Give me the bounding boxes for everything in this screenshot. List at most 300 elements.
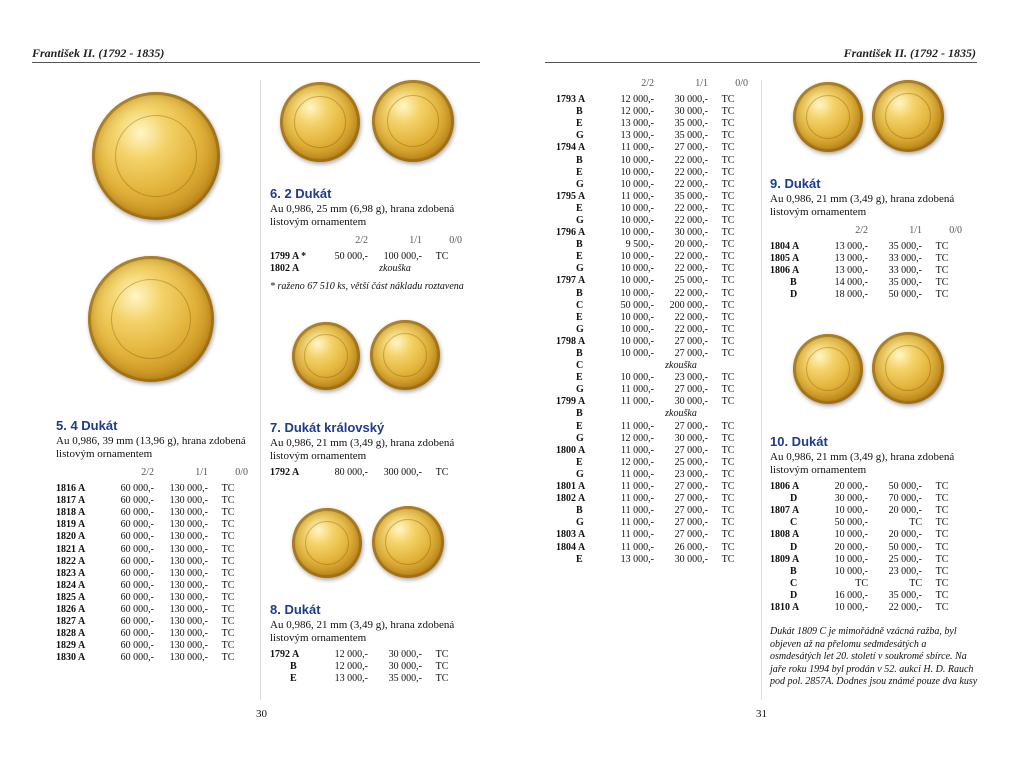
price-cell: TC [935,541,949,553]
price-cell: 26 000,- [674,541,708,553]
price-cell: TC [721,384,735,396]
price-cell: 30 000,- [674,553,708,565]
year-mint: E [576,553,583,565]
year-mint: 1829 A [56,640,86,652]
col-header: 2/2 [641,77,654,89]
price-cell: 11 000,- [621,468,654,480]
price-cell: 13 000,- [620,553,654,565]
year-mint: 1792 A [270,467,300,479]
price-cell [422,263,462,275]
price-cell: 35 000,- [674,190,708,202]
table-row [770,517,962,529]
coin-obverse-dukat-8 [292,508,362,578]
price-cell: TC [221,567,235,579]
table-row [770,566,962,578]
year-mint: B [790,277,797,289]
year-mint: 1816 A [56,483,86,495]
price-cell: TC [935,577,949,589]
price-cell: 22 000,- [674,154,708,166]
price-cell: 11 000,- [621,541,654,553]
table-row [770,289,962,301]
table-row [556,312,748,324]
price-cell: 12 000,- [620,432,654,444]
price-cell: 22 000,- [674,287,708,299]
year-mint: 1821 A [56,543,86,555]
col-header: 1/1 [909,224,922,236]
section-2-dukat [270,186,480,292]
price-cell: 25 000,- [674,456,708,468]
table-row [556,505,748,517]
coin-obverse-2-dukat [280,82,360,162]
section-description: Au 0,986, 21 mm (3,49 g), hrana zdobená listovým ornamentem [770,193,955,218]
price-cell: 130 000,- [169,628,208,640]
year-mint: C [576,299,584,311]
price-cell: 60 000,- [120,640,154,652]
table-row [556,130,748,142]
table-row [556,288,748,300]
running-header-right: František II. (1792 - 1835) [843,46,976,60]
year-mint: G [576,432,584,444]
year-mint: 1825 A [56,591,86,603]
price-cell: 60 000,- [120,543,154,555]
price-cell: TC [221,495,235,507]
price-cell: 13 000,- [620,130,654,142]
price-cell: 10 000,- [620,311,654,323]
section-dukat-kralovsky [270,420,480,479]
price-cell: TC [221,519,235,531]
year-mint: D [790,541,798,553]
price-cell: 23 000,- [674,372,708,384]
coin-reverse-dukat-9 [872,80,944,152]
price-cell: TC [721,154,735,166]
price-cell: TC [721,275,735,287]
table-row [556,360,748,372]
table-row [770,265,962,277]
table-row [770,590,962,602]
section-title: 6. 2 Dukát [270,186,332,201]
price-cell: 130 000,- [169,640,208,652]
price-cell: 22 000,- [674,323,708,335]
price-cell: 60 000,- [120,579,154,591]
price-cell: 60 000,- [120,652,154,664]
table-row [556,142,748,154]
price-cell: TC [935,517,949,529]
price-cell: 11 000,- [621,396,654,408]
price-cell [600,408,654,420]
table-row [556,384,748,396]
price-cell: 130 000,- [169,555,208,567]
price-cell: zkouška [379,263,411,275]
year-mint: 1817 A [56,495,86,507]
price-cell: TC [935,601,949,613]
section-description: Au 0,986, 25 mm (6,98 g), hrana zdobená listovým ornamentem [270,203,455,228]
price-cell: 10 000,- [834,529,868,541]
table-row [556,94,748,106]
price-cell: 30 000,- [674,396,708,408]
year-mint: 1823 A [56,567,86,579]
year-mint: G [576,263,584,275]
table-row [556,372,748,384]
price-cell: 30 000,- [834,493,868,505]
coin-reverse-2-dukat [372,80,454,162]
price-cell: 27 000,- [674,505,708,517]
price-cell: 27 000,- [674,384,708,396]
price-cell: 30 000,- [674,227,708,239]
price-cell: 100 000,- [383,251,422,263]
table-row [556,517,748,529]
price-cell: TC [721,493,735,505]
year-mint: E [576,372,583,384]
price-cell: 23 000,- [674,468,708,480]
price-cell: 10 000,- [620,275,654,287]
price-cell: 11 000,- [621,444,654,456]
price-cell: TC [721,202,735,214]
col-header: 0/0 [235,466,248,478]
price-cell: 33 000,- [888,265,922,277]
year-mint: G [576,130,584,142]
price-cell: 13 000,- [620,118,654,130]
table-row [770,541,962,553]
price-cell: 200 000,- [669,299,708,311]
price-table [270,229,462,275]
table-row [56,543,248,555]
price-cell: TC [721,190,735,202]
price-cell: TC [721,323,735,335]
price-cell: TC [935,529,949,541]
table-row [556,421,748,433]
price-cell: TC [721,142,735,154]
price-table [770,481,962,614]
price-cell: TC [909,577,922,589]
coin-reverse-dukat-kralovsky [370,320,440,390]
price-table [556,72,748,566]
table-row [556,106,748,118]
price-cell: TC [721,456,735,468]
price-cell: 10 000,- [834,553,868,565]
year-mint: G [576,517,584,529]
price-cell: 22 000,- [674,251,708,263]
year-mint: E [576,311,583,323]
table-row [770,253,962,265]
price-cell: 11 000,- [621,505,654,517]
price-cell: 50 000,- [620,299,654,311]
table-row [770,241,962,253]
table-row [270,673,462,685]
price-cell: 60 000,- [120,555,154,567]
price-cell: 130 000,- [169,652,208,664]
price-cell: 10 000,- [620,348,654,360]
price-cell: 130 000,- [169,579,208,591]
year-mint: B [576,287,583,299]
year-mint: 1803 A [556,529,586,541]
price-cell: 27 000,- [674,481,708,493]
table-row [270,251,462,263]
table-row [770,481,962,493]
table-row [56,652,248,664]
table-row [556,300,748,312]
price-cell: TC [721,529,735,541]
price-cell: TC [721,251,735,263]
price-cell: 20 000,- [888,529,922,541]
price-cell: 11 000,- [621,190,654,202]
price-cell: 130 000,- [169,531,208,543]
table-row [556,191,748,203]
table-row [770,505,962,517]
year-mint: 1809 A [770,553,800,565]
table-row [270,467,462,479]
price-cell: TC [855,577,868,589]
price-cell: TC [721,541,735,553]
price-cell: TC [721,335,735,347]
year-mint: 1802 A [270,263,300,275]
table-row [770,602,962,614]
price-cell [708,360,748,372]
coin-obverse-dukat-10 [793,334,863,404]
price-cell: TC [935,589,949,601]
price-cell: 35 000,- [674,130,708,142]
price-cell: TC [721,553,735,565]
year-mint: B [576,348,583,360]
price-cell: TC [435,251,449,263]
section-title: 5. 4 Dukát [56,418,118,433]
table-row [270,661,462,673]
price-table [270,649,462,685]
footnote: * raženo 67 510 ks, větší část nákladu roztavena [270,281,464,293]
price-cell [314,263,368,275]
table-row [56,616,248,628]
price-cell [600,360,654,372]
table-row [556,275,748,287]
table-row [556,118,748,130]
table-row [556,408,748,420]
section-description: Au 0,986, 21 mm (3,49 g), hrana zdobená listovým ornamentem [270,437,455,462]
table-row [56,640,248,652]
price-cell: TC [721,214,735,226]
year-mint: B [790,565,797,577]
year-mint: 1800 A [556,444,586,456]
table-row [556,348,748,360]
price-cell: TC [721,166,735,178]
price-cell: 12 000,- [620,94,654,106]
coin-reverse-dukat-10 [872,332,944,404]
year-mint: 1827 A [56,616,86,628]
price-cell: TC [721,94,735,106]
section-dukat-8-continued [556,72,756,566]
price-cell: TC [221,579,235,591]
price-cell: 13 000,- [334,673,368,685]
table-row [56,531,248,543]
table-row [556,457,748,469]
price-cell: TC [721,396,735,408]
price-cell: 25 000,- [674,275,708,287]
price-cell: 60 000,- [120,507,154,519]
price-cell: 33 000,- [888,253,922,265]
price-cell: 10 000,- [620,178,654,190]
table-row [556,336,748,348]
year-mint: 1804 A [556,541,586,553]
price-cell: 30 000,- [674,94,708,106]
year-mint: E [576,118,583,130]
year-mint: 1828 A [56,628,86,640]
price-cell: 60 000,- [120,567,154,579]
price-cell: TC [721,106,735,118]
price-cell: 130 000,- [169,616,208,628]
table-row [556,167,748,179]
table-row [556,203,748,215]
coin-reverse-4-dukat [88,256,214,382]
price-cell: 60 000,- [120,603,154,615]
price-table [770,219,962,301]
price-cell: 10 000,- [620,251,654,263]
price-cell: TC [935,289,949,301]
year-mint: 1796 A [556,227,586,239]
table-row [770,493,962,505]
year-mint: 1806 A [770,481,800,493]
price-cell: 20 000,- [888,505,922,517]
header-rule-left [32,62,480,63]
section-description: Au 0,986, 39 mm (13,96 g), hrana zdobená listovým ornamentem [56,435,246,460]
year-mint: 1801 A [556,481,586,493]
price-cell: 10 000,- [834,565,868,577]
price-cell: TC [721,299,735,311]
year-mint: G [576,323,584,335]
section-title: 8. Dukát [270,602,321,617]
price-cell: 22 000,- [674,214,708,226]
price-cell: 130 000,- [169,567,208,579]
price-cell: 27 000,- [674,348,708,360]
col-header: 1/1 [695,77,708,89]
year-mint: E [576,202,583,214]
year-mint: G [576,214,584,226]
price-cell: 11 000,- [621,517,654,529]
price-cell: 60 000,- [120,531,154,543]
price-cell: TC [721,420,735,432]
price-cell: 23 000,- [888,565,922,577]
page-number-right: 31 [756,708,767,720]
price-cell: 10 000,- [620,372,654,384]
year-mint: 1798 A [556,335,586,347]
price-cell: 13 000,- [834,265,868,277]
table-row [556,215,748,227]
year-mint: 1830 A [56,652,86,664]
price-cell: 27 000,- [674,517,708,529]
table-row [556,154,748,166]
price-cell: 10 000,- [834,601,868,613]
price-cell: 10 000,- [620,335,654,347]
price-cell: TC [221,603,235,615]
price-cell: TC [435,661,449,673]
table-row [556,179,748,191]
table-row [556,433,748,445]
price-cell: TC [935,565,949,577]
price-cell: 27 000,- [674,444,708,456]
year-mint: B [290,661,297,673]
table-row [770,277,962,289]
table-row [556,263,748,275]
price-cell: 50 000,- [834,517,868,529]
section-dukat-8 [270,602,480,685]
price-table [56,461,248,664]
year-mint: B [576,154,583,166]
price-cell: 35 000,- [388,673,422,685]
col-header: 1/1 [409,234,422,246]
price-cell: TC [909,517,922,529]
price-cell: TC [721,432,735,444]
table-row [56,495,248,507]
table-row [556,445,748,457]
table-row [556,481,748,493]
price-cell: 130 000,- [169,507,208,519]
year-mint: 1795 A [556,190,586,202]
year-mint: 1802 A [556,493,586,505]
col-header: 0/0 [449,234,462,246]
price-cell: 14 000,- [834,277,868,289]
price-cell: 11 000,- [621,384,654,396]
price-cell: 30 000,- [674,106,708,118]
price-cell: 20 000,- [834,481,868,493]
price-cell: 12 000,- [334,661,368,673]
year-mint: 1794 A [556,142,586,154]
year-mint: D [790,493,798,505]
price-cell: 35 000,- [888,241,922,253]
col-header: 0/0 [949,224,962,236]
coin-obverse-dukat-kralovsky [292,322,360,390]
table-row [270,263,462,275]
table-row [56,519,248,531]
price-cell: TC [935,505,949,517]
price-cell: 10 000,- [620,287,654,299]
price-cell: TC [721,348,735,360]
year-mint: 1807 A [770,505,800,517]
price-cell: TC [935,241,949,253]
section-description: Au 0,986, 21 mm (3,49 g), hrana zdobená listovým ornamentem [270,619,455,644]
price-cell: 27 000,- [674,335,708,347]
price-cell: 10 000,- [620,214,654,226]
price-cell: 27 000,- [674,493,708,505]
table-row [556,554,748,566]
year-mint: B [576,239,583,251]
year-mint: 1824 A [56,579,86,591]
note-1809c: Dukát 1809 C je mimořádně vzácná ražba, byl objeven až na přelomu sedmdesátých a osmdesátých let 20. století v soukromé sbírce. Na jaře roku 1994 byl prodán v 52. aukci H. D. Rauch pod pol. 2857A. Dodnes jsou známé pouze dva kusy [770,626,978,687]
table-row [556,251,748,263]
year-mint: G [576,178,584,190]
price-cell: TC [221,591,235,603]
price-cell: 22 000,- [674,311,708,323]
table-row [770,578,962,590]
section-4-dukat [56,418,256,664]
price-cell: 16 000,- [834,589,868,601]
year-mint: 1808 A [770,529,800,541]
price-cell: TC [935,481,949,493]
table-row [56,568,248,580]
price-cell: TC [221,483,235,495]
header-rule-right [545,62,977,63]
price-cell: TC [221,640,235,652]
price-cell: TC [935,493,949,505]
col-header: 0/0 [735,77,748,89]
price-cell: TC [221,628,235,640]
price-cell: 12 000,- [620,456,654,468]
table-row [56,604,248,616]
price-cell: 35 000,- [888,277,922,289]
year-mint: 1792 A [270,649,300,661]
table-row [770,529,962,541]
price-cell: TC [435,467,449,479]
section-title: 7. Dukát královský [270,420,385,435]
price-cell: 50 000,- [888,541,922,553]
price-cell: 35 000,- [674,118,708,130]
year-mint: E [576,420,583,432]
